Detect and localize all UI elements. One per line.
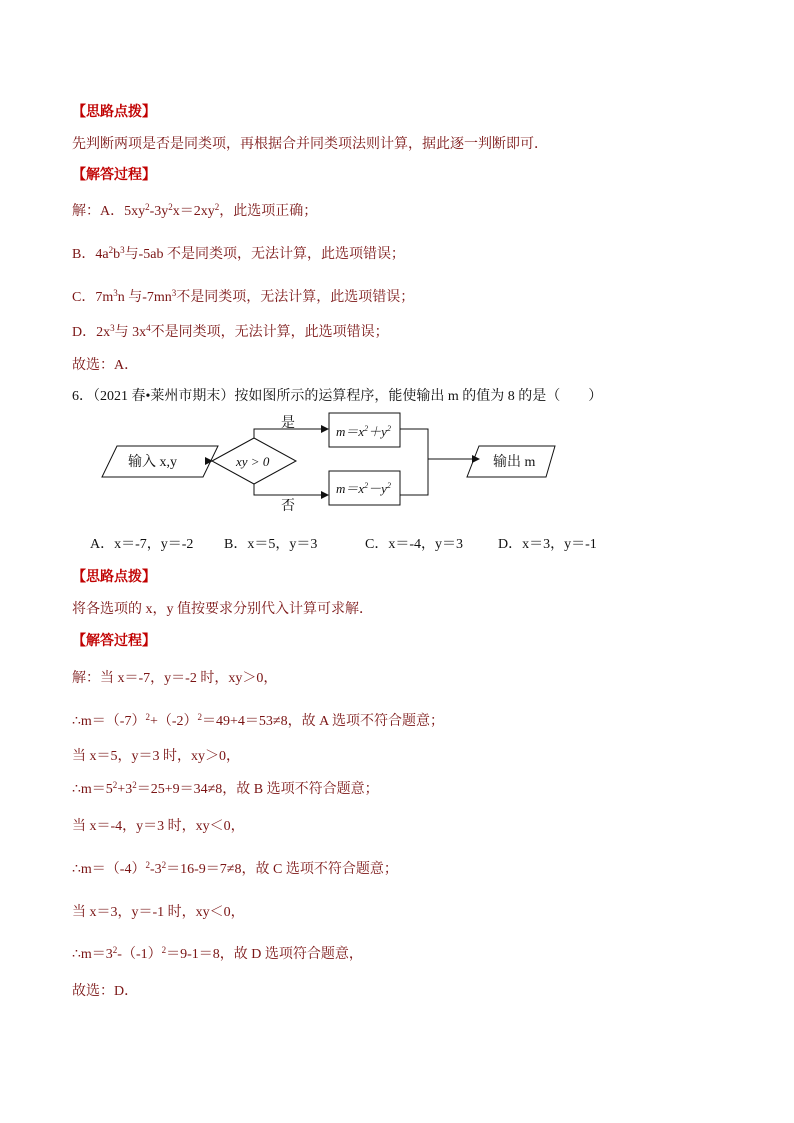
hint-text: 先判断两项是否是同类项，再根据合并同类项法则计算，据此逐一判断即可． [72,137,548,152]
solution-line-a: 解：A．$5xy^2-3y^2x=2xy^2$，此选项正确； [72,202,318,219]
condition-label: xy > 0 [236,454,270,469]
output-label: 输出 m [493,455,536,470]
option-b: B．x＝5，y＝3 [224,537,318,552]
solution2-line-7: 当 x＝3，y＝-1 时，xy＜0， [72,905,245,920]
yes-formula: $m=x^2+y^2$ [336,424,391,439]
option-d: D．x＝3，y＝-1 [498,537,597,552]
solution2-line-8: $\therefore m=3^2-(-1)^2=9-1=8$，故 D 选项符合题意， [72,945,363,962]
flowchart [95,408,565,518]
no-formula: $m=x^2-y^2$ [336,481,391,496]
solution2-line-2: $\therefore m=(-7)^2+(-2)^2=49+4=53\ne 8$，故 A 选项不符合题意； [72,712,444,729]
option-a: A．x＝-7，y＝-2 [90,537,194,552]
solution-line-d: D．$2x^3$与 $3x^4$不是同类项，无法计算，此选项错误； [72,323,389,340]
solution2-line-5: 当 x＝-4，y＝3 时，xy＜0， [72,819,245,834]
hint-text-2: 将各选项的 x，y 值按要求分别代入计算可求解． [72,602,373,617]
question-6-stem: 6．（2021 春•莱州市期末）按如图所示的运算程序，能使输出 m 的值为 8 的是（ ） [72,389,603,404]
answer-line-2: 故选：D． [72,984,139,999]
hint-heading-2: 【思路点拨】 [72,569,156,585]
solution-heading: 【解答过程】 [72,167,156,183]
no-branch-line [254,484,328,495]
solution-heading-2: 【解答过程】 [72,633,156,649]
yes-label: 是 [281,416,295,431]
solution2-line-6: $\therefore m=(-4)^2-3^2=16-9=7\ne 8$，故 C 选项不符合题意； [72,860,398,877]
answer-line: 故选：A． [72,358,139,373]
merge-line [400,429,428,495]
input-label: 输入 x,y [128,455,177,470]
hint-heading: 【思路点拨】 [72,104,156,120]
no-label: 否 [281,499,295,514]
solution-line-c: C．$7m^3n$ 与$-7mn^3$不是同类项，无法计算，此选项错误； [72,288,415,305]
solution2-line-4: $\therefore m=5^2+3^2=25+9=34\ne 8$，故 B 选项不符合题意； [72,780,379,797]
option-c: C．x＝-4，y＝3 [365,537,463,552]
solution2-line-1: 解：当 x＝-7，y＝-2 时，xy＞0， [72,671,278,686]
solution-line-b: B．$4a^2b^3$与-5ab 不是同类项，无法计算，此选项错误； [72,245,405,262]
solution2-line-3: 当 x＝5，y＝3 时，xy＞0， [72,749,240,764]
